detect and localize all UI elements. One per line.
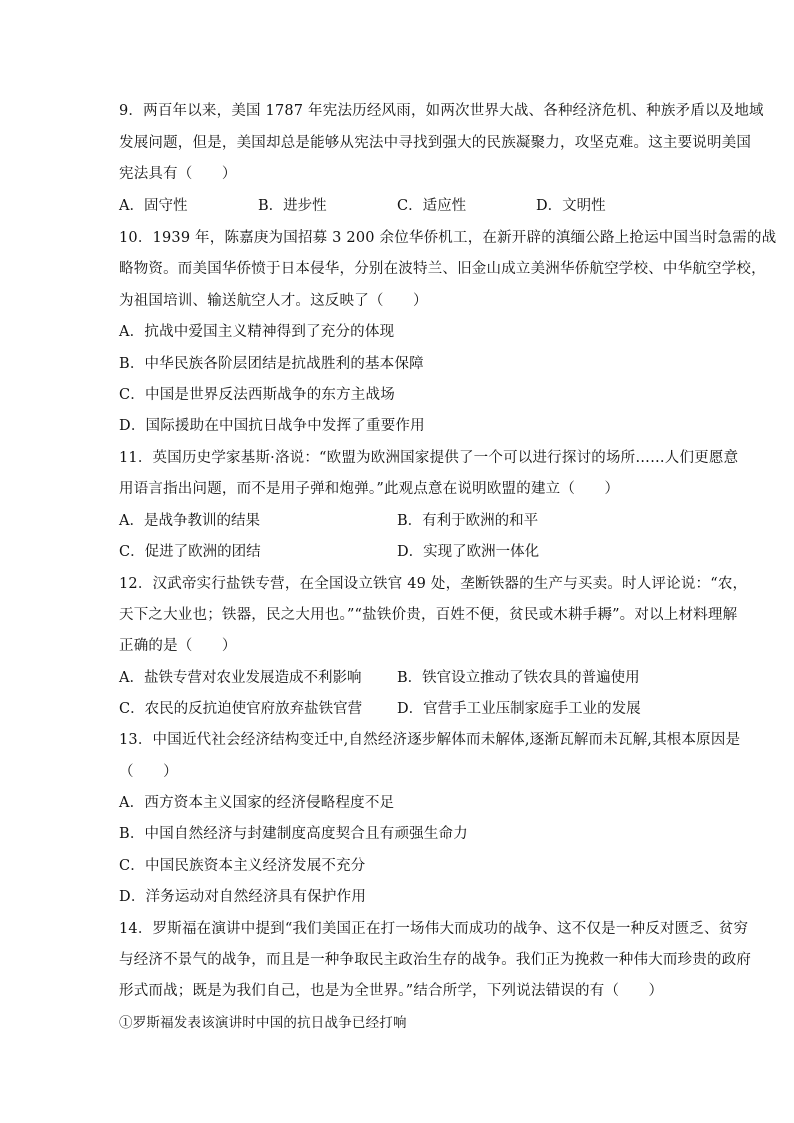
- q10-option-b: B．中华民族各阶层团结是抗战胜利的基本保障: [119, 356, 424, 372]
- q10-option-a: A．抗战中爱国主义精神得到了充分的体现: [119, 324, 395, 340]
- q14-line-2: 与经济不景气的战争，而且是一种争取民主政治生存的战争。我们正为挽救一种伟大而珍贵的政府: [119, 952, 752, 968]
- q13-option-b: B．中国自然经济与封建制度高度契合且有顽强生命力: [119, 826, 468, 842]
- q9-option-d: D．文明性: [536, 198, 606, 214]
- q11-option-a: A．是战争教训的结果: [119, 513, 260, 529]
- q12-option-a: A．盐铁专营对农业发展造成不利影响: [119, 670, 362, 686]
- q13-option-c: C．中国民族资本主义经济发展不充分: [119, 858, 366, 874]
- q11-option-b: B．有利于欧洲的和平: [397, 513, 539, 529]
- q13-option-d: D．洋务运动对自然经济具有保护作用: [119, 889, 367, 905]
- q10-line-3: 为祖国培训、输送航空人才。这反映了（ ）: [119, 293, 428, 309]
- q11-line-2: 用语言指出问题，而不是用子弹和炮弹。”此观点意在说明欧盟的建立（ ）: [119, 481, 620, 497]
- q12-option-c: C．农民的反抗迫使官府放弃盐铁官营: [119, 701, 363, 717]
- q10-option-d: D．国际援助在中国抗日战争中发挥了重要作用: [119, 418, 425, 434]
- q11-option-c: C．促进了欧洲的团结: [119, 544, 261, 560]
- q12-line-2: 天下之大业也；铁器，民之大用也。”“盐铁价贵，百姓不便，贫民或木耕手耨”。对以上材料理解: [119, 607, 738, 623]
- q10-line-1: 10．1939 年，陈嘉庚为国招募 3 200 余位华侨机工，在新开辟的滇缅公路上抢运中国当时急需的战: [119, 230, 777, 246]
- q12-line-1: 12．汉武帝实行盐铁专营，在全国设立铁官 49 处，垄断铁器的生产与买卖。时人评论说：“农，: [119, 576, 748, 592]
- q9-option-a: A．固守性: [119, 198, 188, 214]
- q14-line-3: 形式而战；既是为我们自己，也是为全世界。”结合所学，下列说法错误的有（ ）: [119, 983, 664, 999]
- q14-item-1: ①罗斯福发表该演讲时中国的抗日战争已经打响: [119, 1015, 407, 1031]
- q13-line-2: （ ）: [119, 764, 178, 780]
- q13-line-1: 13．中国近代社会经济结构变迁中,自然经济逐步解体而未解体,逐渐瓦解而未瓦解,其根本原因是: [119, 732, 741, 748]
- q9-line-1: 9．两百年以来，美国 1787 年宪法历经风雨，如两次世界大战、各种经济危机、种族矛盾以及地域: [119, 103, 764, 119]
- q9-option-c: C．适应性: [397, 198, 467, 214]
- q12-option-b: B．铁官设立推动了铁农具的普遍使用: [397, 670, 640, 686]
- q10-line-2: 略物资。而美国华侨愤于日本侵华，分别在波特兰、旧金山成立美洲华侨航空学校、中华航空学校，: [119, 261, 766, 277]
- q11-option-d: D．实现了欧洲一体化: [397, 544, 540, 560]
- q9-line-3: 宪法具有（ ）: [119, 166, 237, 182]
- q9-line-2: 发展问题，但是，美国却总是能够从宪法中寻找到强大的民族凝聚力，攻坚克难。这主要说明美国: [119, 135, 752, 151]
- q9-option-b: B．进步性: [258, 198, 327, 214]
- q13-option-a: A．西方资本主义国家的经济侵略程度不足: [119, 795, 395, 811]
- q14-line-1: 14．罗斯福在演讲中提到“我们美国正在打一场伟大而成功的战争、这不仅是一种反对匮乏、贫穷: [119, 921, 749, 937]
- q12-option-d: D．官营手工业压制家庭手工业的发展: [397, 701, 641, 717]
- q11-line-1: 11．英国历史学家基斯·洛说：“欧盟为欧洲国家提供了一个可以进行探讨的场所……人们更愿意: [119, 450, 739, 466]
- q12-line-3: 正确的是（ ）: [119, 638, 237, 654]
- q10-option-c: C．中国是世界反法西斯战争的东方主战场: [119, 387, 395, 403]
